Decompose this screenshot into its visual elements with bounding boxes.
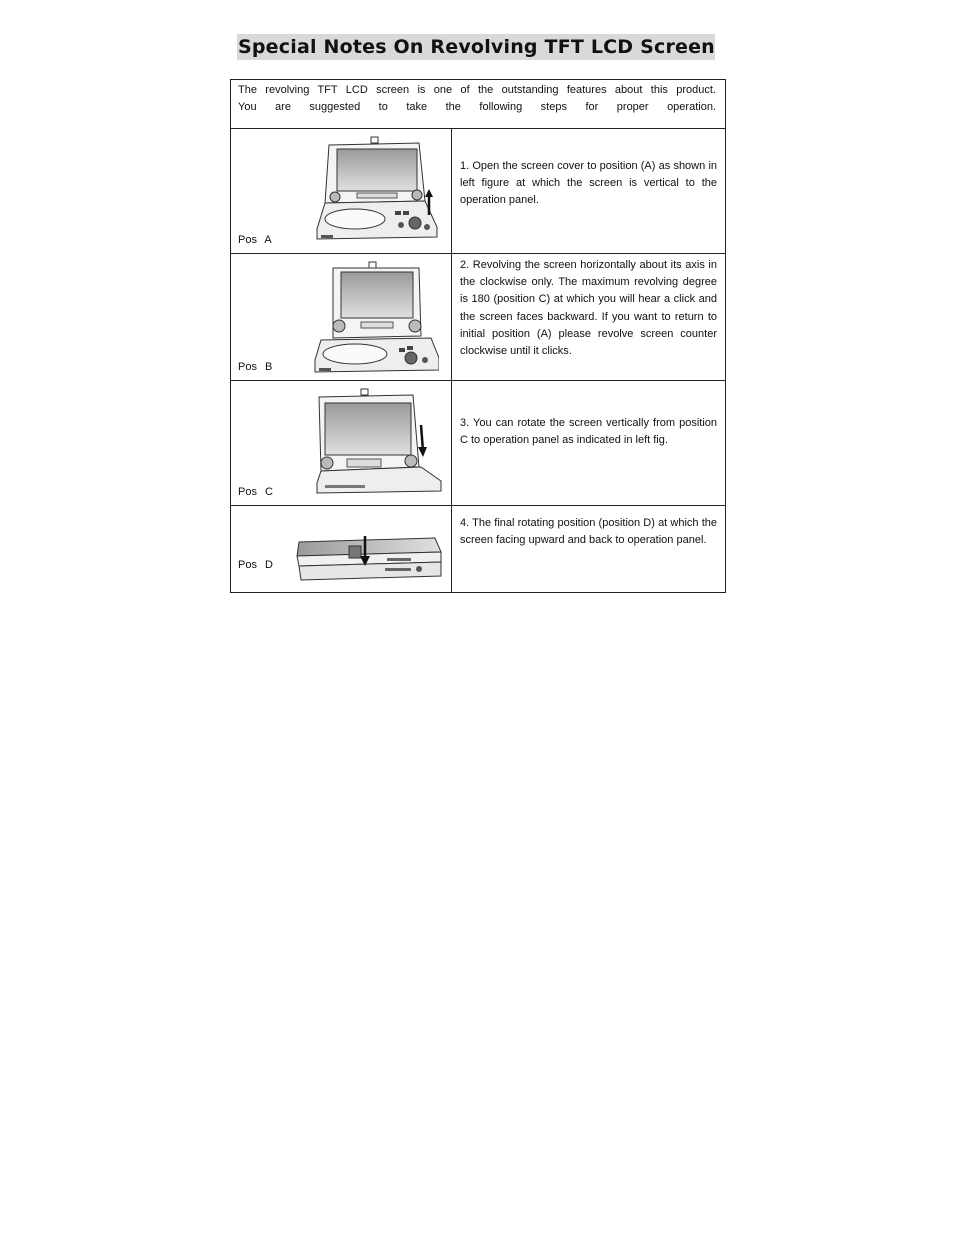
step-text-cell-3 <box>452 381 726 506</box>
position-label-c: Pos C <box>238 485 273 498</box>
figure-cell-pos-c <box>231 381 452 506</box>
figure-cell-pos-d <box>231 506 452 593</box>
figure-cell-pos-b <box>231 254 452 381</box>
page-title: Special Notes On Revolving TFT LCD Screen <box>238 36 715 58</box>
step-row-pos-d <box>231 506 726 593</box>
step-text-cell-1 <box>452 129 726 254</box>
intro-row <box>231 80 726 129</box>
dvd-player-screen-position-c-icon <box>311 387 443 499</box>
step-text-cell-4 <box>452 506 726 593</box>
dvd-player-screen-position-a-icon <box>315 135 439 245</box>
dvd-player-screen-position-b-icon <box>311 260 439 378</box>
intro-line-2: You are suggested to take the following steps for proper operation. <box>238 101 716 114</box>
position-label-a: Pos A <box>238 233 272 246</box>
step-1-text: 1. Open the screen cover to position (A) as shown in left figure at which the screen is vertical to the operation panel. <box>460 160 717 207</box>
step-row-pos-a <box>231 129 726 254</box>
revolving-screen-notes-table <box>230 79 726 593</box>
step-4-text: 4. The final rotating position (position D) at which the screen facing upward and back to operation panel. <box>460 517 717 547</box>
position-label-d: Pos D <box>238 558 273 571</box>
step-row-pos-c <box>231 381 726 506</box>
intro-paragraph <box>231 80 725 116</box>
dvd-player-screen-position-d-icon <box>295 532 443 582</box>
step-3-text: 3. You can rotate the screen vertically from position C to operation panel as indicated in left fig. <box>460 417 717 447</box>
intro-cell <box>231 80 726 129</box>
step-row-pos-b <box>231 254 726 381</box>
figure-cell-pos-a <box>231 129 452 254</box>
intro-line-1: The revolving TFT LCD screen is one of the outstanding features about this product. <box>238 84 716 96</box>
position-label-b: Pos B <box>238 360 273 373</box>
step-2-text: 2. Revolving the screen horizontally about its axis in the clockwise only. The maximum revolving degree is 180 (position C) at which you will hear a click and the screen faces backward. If you want to return to initial position (A) please revolve screen counter clockwise until it clicks. <box>460 259 717 358</box>
step-text-cell-2 <box>452 254 726 381</box>
